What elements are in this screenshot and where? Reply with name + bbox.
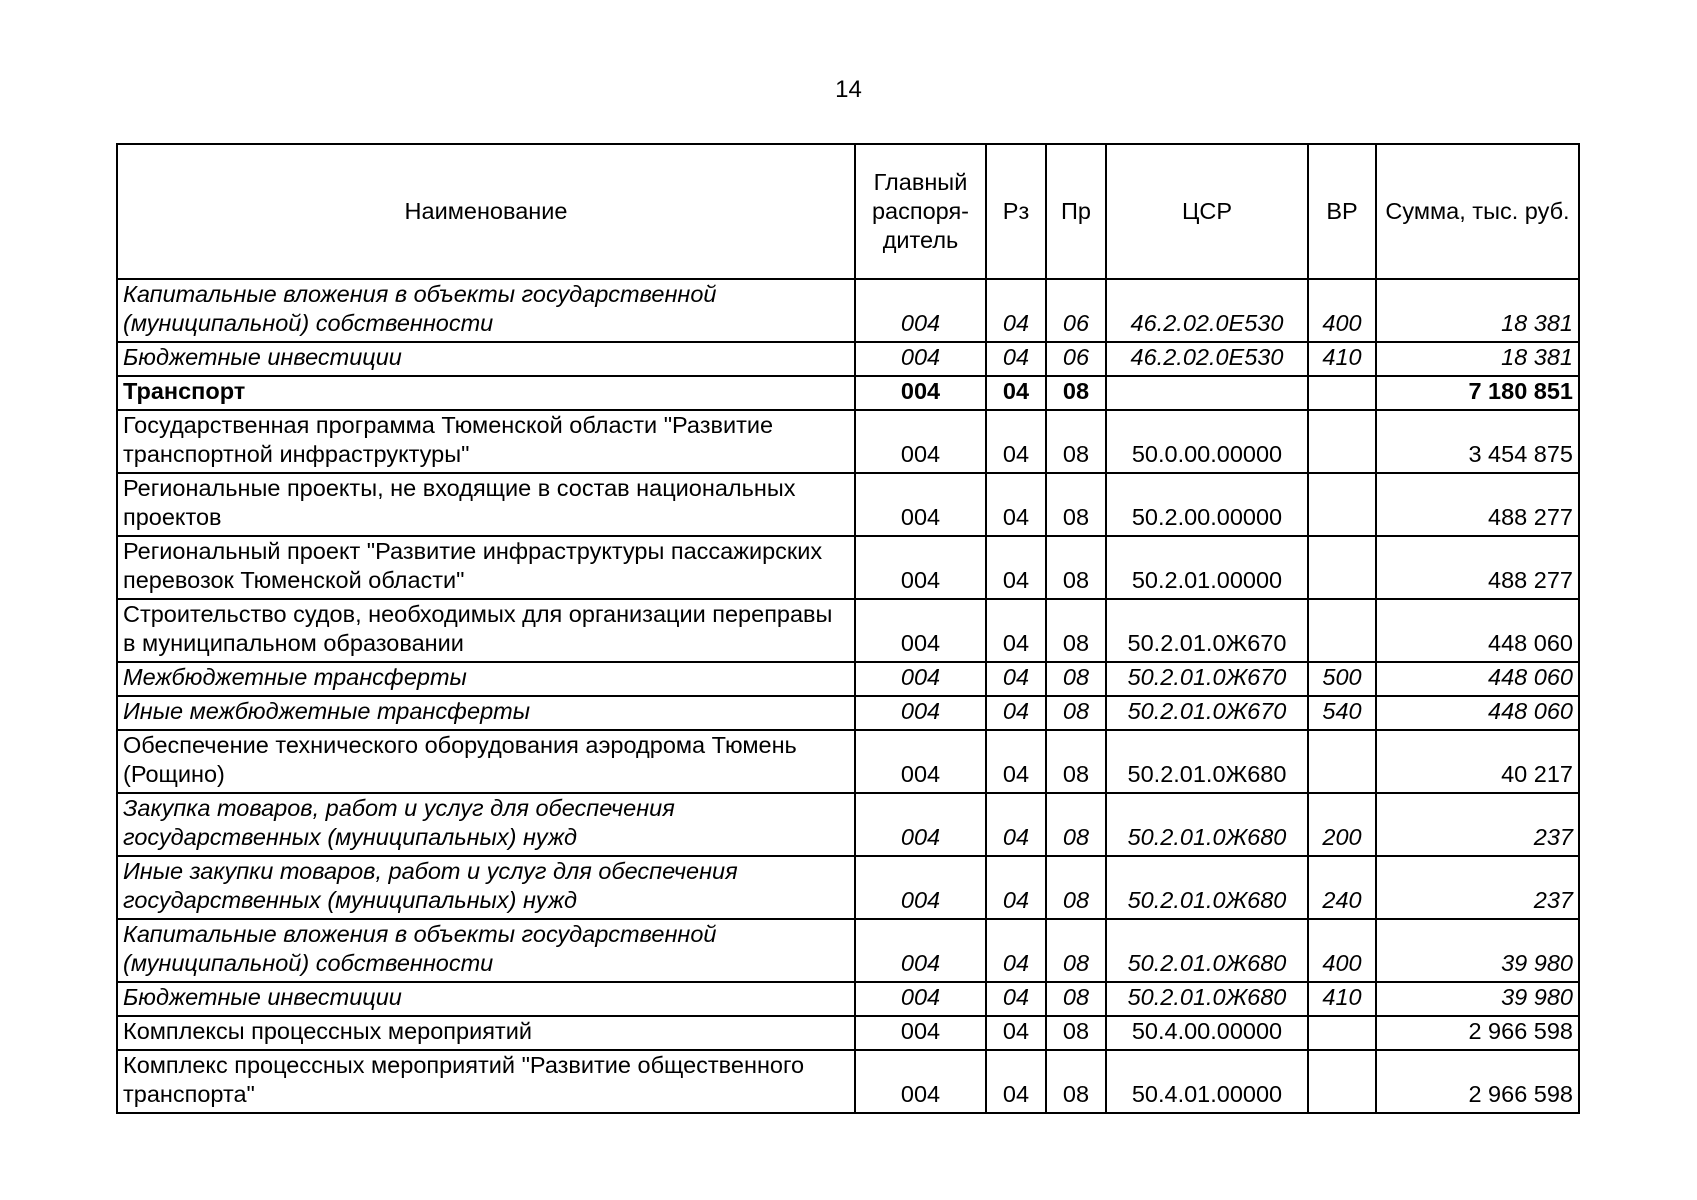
cell-vr: 200 [1308,793,1376,856]
header-vr: ВР [1308,144,1376,279]
cell-rz: 04 [986,473,1046,536]
cell-vr: 540 [1308,696,1376,730]
cell-name: Региональный проект "Развитие инфраструктуры пассажирских перевозок Тюменской области" [117,536,855,599]
cell-sum: 237 [1376,793,1579,856]
cell-main-manager: 004 [855,473,986,536]
cell-main-manager: 004 [855,599,986,662]
cell-name: Бюджетные инвестиции [117,342,855,376]
cell-sum: 3 454 875 [1376,410,1579,473]
cell-vr: 240 [1308,856,1376,919]
cell-rz: 04 [986,856,1046,919]
cell-sum: 2 966 598 [1376,1016,1579,1050]
cell-pr: 08 [1046,696,1106,730]
cell-vr [1308,1016,1376,1050]
cell-csr: 50.2.01.0Ж670 [1106,696,1308,730]
cell-main-manager: 004 [855,919,986,982]
table-row [117,662,1579,696]
cell-rz: 04 [986,730,1046,793]
table-row [117,856,1579,919]
cell-pr: 08 [1046,662,1106,696]
cell-pr: 06 [1046,279,1106,342]
cell-csr: 50.4.00.00000 [1106,1016,1308,1050]
cell-name: Строительство судов, необходимых для организации переправы в муниципальном образовании [117,599,855,662]
table-row [117,473,1579,536]
cell-csr: 50.2.01.0Ж680 [1106,982,1308,1016]
cell-sum: 39 980 [1376,919,1579,982]
cell-pr: 08 [1046,1050,1106,1113]
cell-csr: 50.2.01.0Ж680 [1106,730,1308,793]
table-row [117,982,1579,1016]
table-row [117,730,1579,793]
budget-table [116,143,1580,1114]
cell-vr: 500 [1308,662,1376,696]
cell-name: Обеспечение технического оборудования аэродрома Тюмень (Рощино) [117,730,855,793]
table-row [117,793,1579,856]
header-pr: Пр [1046,144,1106,279]
cell-pr: 08 [1046,473,1106,536]
table-row [117,342,1579,376]
cell-csr: 50.2.01.0Ж680 [1106,793,1308,856]
cell-vr [1308,536,1376,599]
cell-sum: 39 980 [1376,982,1579,1016]
cell-csr: 50.2.01.0Ж680 [1106,856,1308,919]
cell-vr [1308,599,1376,662]
cell-main-manager: 004 [855,856,986,919]
table-row [117,1016,1579,1050]
cell-pr: 06 [1046,342,1106,376]
cell-sum: 237 [1376,856,1579,919]
header-main-manager: Главный распоря-дитель [855,144,986,279]
cell-sum: 7 180 851 [1376,376,1579,410]
cell-rz: 04 [986,376,1046,410]
table-row [117,279,1579,342]
cell-vr [1308,376,1376,410]
cell-pr: 08 [1046,410,1106,473]
cell-name: Капитальные вложения в объекты государственной (муниципальной) собственности [117,279,855,342]
cell-pr: 08 [1046,536,1106,599]
cell-rz: 04 [986,696,1046,730]
cell-csr [1106,376,1308,410]
cell-main-manager: 004 [855,279,986,342]
cell-vr [1308,730,1376,793]
cell-rz: 04 [986,279,1046,342]
cell-rz: 04 [986,919,1046,982]
cell-main-manager: 004 [855,536,986,599]
cell-name: Региональные проекты, не входящие в состав национальных проектов [117,473,855,536]
cell-pr: 08 [1046,919,1106,982]
cell-vr: 410 [1308,342,1376,376]
table-row [117,376,1579,410]
cell-pr: 08 [1046,599,1106,662]
cell-name: Государственная программа Тюменской области "Развитие транспортной инфраструктуры" [117,410,855,473]
cell-rz: 04 [986,1016,1046,1050]
page-number: 14 [835,76,862,103]
cell-csr: 50.0.00.00000 [1106,410,1308,473]
header-sum: Сумма, тыс. руб. [1376,144,1579,279]
cell-vr: 410 [1308,982,1376,1016]
cell-pr: 08 [1046,1016,1106,1050]
table-row [117,919,1579,982]
cell-sum: 448 060 [1376,662,1579,696]
cell-rz: 04 [986,1050,1046,1113]
cell-sum: 40 217 [1376,730,1579,793]
cell-main-manager: 004 [855,1016,986,1050]
cell-rz: 04 [986,662,1046,696]
cell-sum: 488 277 [1376,473,1579,536]
cell-sum: 2 966 598 [1376,1050,1579,1113]
cell-main-manager: 004 [855,376,986,410]
cell-csr: 46.2.02.0Е530 [1106,279,1308,342]
cell-pr: 08 [1046,982,1106,1016]
table-header-row [117,144,1579,279]
cell-pr: 08 [1046,856,1106,919]
cell-csr: 50.2.00.00000 [1106,473,1308,536]
cell-csr: 46.2.02.0Е530 [1106,342,1308,376]
cell-pr: 08 [1046,793,1106,856]
cell-name: Капитальные вложения в объекты государственной (муниципальной) собственности [117,919,855,982]
cell-main-manager: 004 [855,982,986,1016]
cell-vr [1308,1050,1376,1113]
cell-rz: 04 [986,410,1046,473]
cell-csr: 50.4.01.00000 [1106,1050,1308,1113]
cell-main-manager: 004 [855,696,986,730]
cell-csr: 50.2.01.0Ж680 [1106,919,1308,982]
cell-pr: 08 [1046,376,1106,410]
cell-main-manager: 004 [855,1050,986,1113]
table-row [117,696,1579,730]
cell-vr: 400 [1308,919,1376,982]
table-row [117,599,1579,662]
cell-name: Комплекс процессных мероприятий "Развитие общественного транспорта" [117,1050,855,1113]
cell-csr: 50.2.01.00000 [1106,536,1308,599]
cell-main-manager: 004 [855,793,986,856]
cell-name: Межбюджетные трансферты [117,662,855,696]
cell-sum: 488 277 [1376,536,1579,599]
cell-rz: 04 [986,793,1046,856]
table-row [117,1050,1579,1113]
cell-sum: 18 381 [1376,279,1579,342]
cell-main-manager: 004 [855,662,986,696]
cell-vr: 400 [1308,279,1376,342]
cell-name: Иные закупки товаров, работ и услуг для обеспечения государственных (муниципальных) нужд [117,856,855,919]
header-csr: ЦСР [1106,144,1308,279]
cell-rz: 04 [986,599,1046,662]
cell-vr [1308,410,1376,473]
cell-rz: 04 [986,536,1046,599]
cell-pr: 08 [1046,730,1106,793]
cell-name: Комплексы процессных мероприятий [117,1016,855,1050]
table-row [117,410,1579,473]
cell-sum: 448 060 [1376,696,1579,730]
cell-csr: 50.2.01.0Ж670 [1106,599,1308,662]
cell-name: Иные межбюджетные трансферты [117,696,855,730]
cell-name: Закупка товаров, работ и услуг для обеспечения государственных (муниципальных) нужд [117,793,855,856]
cell-csr: 50.2.01.0Ж670 [1106,662,1308,696]
cell-main-manager: 004 [855,410,986,473]
cell-vr [1308,473,1376,536]
cell-name: Бюджетные инвестиции [117,982,855,1016]
cell-main-manager: 004 [855,730,986,793]
cell-sum: 448 060 [1376,599,1579,662]
header-rz: Рз [986,144,1046,279]
header-name: Наименование [117,144,855,279]
cell-rz: 04 [986,342,1046,376]
cell-name: Транспорт [117,376,855,410]
cell-rz: 04 [986,982,1046,1016]
table-row [117,536,1579,599]
cell-sum: 18 381 [1376,342,1579,376]
cell-main-manager: 004 [855,342,986,376]
